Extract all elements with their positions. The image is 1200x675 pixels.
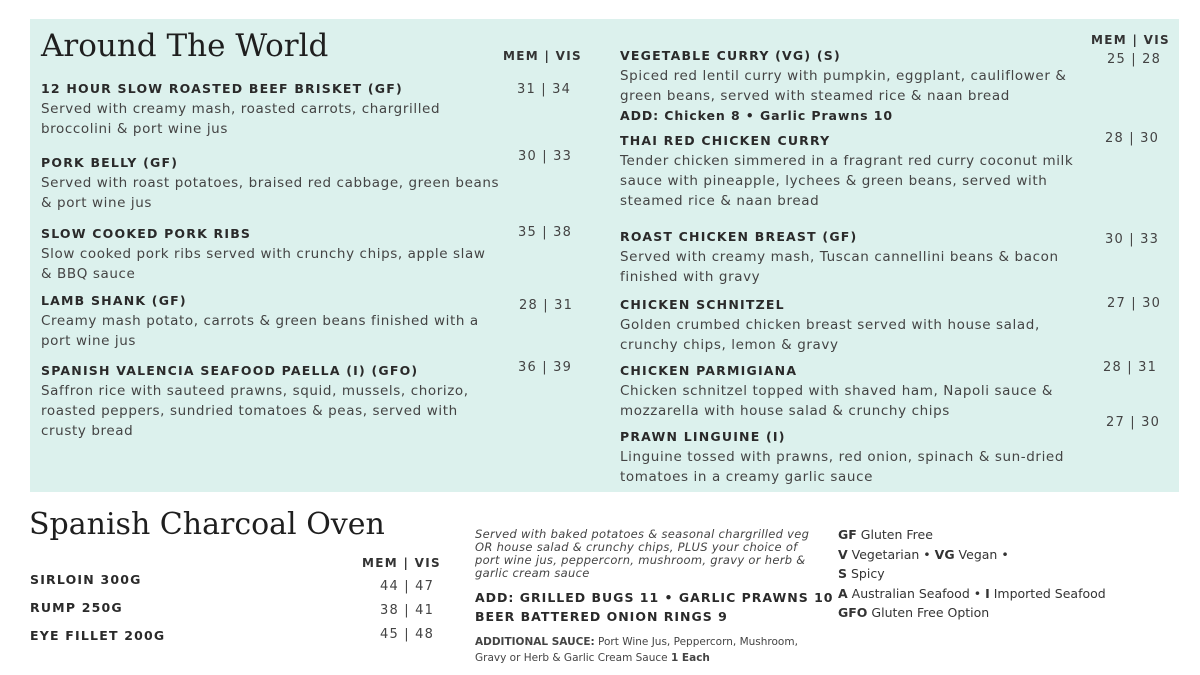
- dish-description: Served with creamy mash, roasted carrots, chargrilled broccolini & port wine jus: [41, 101, 441, 137]
- menu-item: [620, 297, 1090, 355]
- dish-name: THAI RED CHICKEN CURRY: [620, 133, 831, 148]
- dish-price: 27 | 30: [1107, 296, 1162, 311]
- oven-col-head: MEM | VIS: [362, 556, 441, 570]
- dish-price: 25 | 28: [1107, 52, 1162, 67]
- dish-name: CHICKEN PARMIGIANA: [620, 363, 798, 378]
- dish-description: Linguine tossed with prawns, red onion, spinach & sun-dried tomatoes in a creamy garlic sauce: [620, 449, 1064, 485]
- dish-description: Tender chicken simmered in a fragrant red curry coconut milk sauce with pineapple, lychees & green beans, served with steamed rice & naan bread: [620, 153, 1074, 209]
- dish-description: Chicken schnitzel topped with shaved ham, Napoli sauce & mozzarella with house salad & crunchy chips: [620, 383, 1054, 419]
- dish-description: Golden crumbed chicken breast served with house salad, crunchy chips, lemon & gravy: [620, 317, 1040, 353]
- dish-name: LAMB SHANK (GF): [41, 293, 187, 308]
- dish-price: 30 | 33: [518, 149, 573, 164]
- legend-text: Spicy: [847, 566, 885, 581]
- menu-item: [620, 429, 1090, 487]
- oven-addons: ADD: GRILLED BUGS 11 • GARLIC PRAWNS 10: [475, 590, 834, 605]
- dish-price: 28 | 30: [1105, 131, 1160, 146]
- dish-price: 27 | 30: [1106, 415, 1161, 430]
- steak-price: 45 | 48: [380, 627, 435, 642]
- legend-code: V: [838, 546, 848, 562]
- dish-description: Spiced red lentil curry with pumpkin, eggplant, cauliflower & green beans, served with steamed rice & naan bread: [620, 68, 1067, 104]
- legend-text: Vegetarian •: [847, 546, 935, 562]
- steak-price: 38 | 41: [380, 603, 435, 618]
- legend-text: Vegan •: [954, 546, 1009, 562]
- dish-name: SLOW COOKED PORK RIBS: [41, 226, 252, 241]
- additional-sauce-options: Port Wine Jus, Peppercorn, Mushroom, Gravy or Herb & Garlic Cream Sauce: [475, 636, 798, 664]
- legend-text: Australian Seafood •: [847, 585, 986, 601]
- legend-line: [838, 584, 1106, 604]
- dish-name: PORK BELLY (GF): [41, 155, 179, 170]
- dish-description: Served with roast potatoes, braised red cabbage, green beans & port wine jus: [41, 175, 500, 211]
- legend-text: Gluten Free Option: [867, 605, 990, 620]
- dish-addon: ADD: Chicken 8 • Garlic Prawns 10: [620, 108, 893, 123]
- oven-addons-onion-rings: BEER BATTERED ONION RINGS 9: [475, 609, 728, 624]
- legend-text: Imported Seafood: [989, 585, 1106, 601]
- legend-code: VG: [934, 546, 955, 562]
- dish-price: 28 | 31: [1103, 360, 1158, 375]
- legend-code: A: [838, 585, 848, 601]
- legend-code: I: [985, 585, 990, 601]
- menu-item: [41, 293, 501, 351]
- additional-sauce-price: 1 Each: [670, 652, 710, 664]
- dish-price: 28 | 31: [519, 298, 574, 313]
- around-the-world-title: Around The World: [41, 28, 329, 64]
- oven-serving-note: Served with baked potatoes & seasonal chargrilled veg OR house salad & crunchy chips, PLUS your choice of port wine jus, peppercorn, mushroom, gravy or herb & garlic cream sauce: [475, 527, 810, 580]
- steak-name: RUMP 250G: [30, 600, 123, 615]
- legend-line: [838, 545, 1106, 565]
- dish-price: 30 | 33: [1105, 232, 1160, 247]
- menu-item: [41, 363, 501, 441]
- col-head-right: MEM | VIS: [1091, 33, 1170, 47]
- dish-name: PRAWN LINGUINE (I): [620, 429, 786, 444]
- dish-description: Served with creamy mash, Tuscan cannellini beans & bacon finished with gravy: [620, 249, 1059, 285]
- dish-name: VEGETABLE CURRY (VG) (S): [620, 48, 841, 63]
- legend-code: GFO: [838, 605, 868, 620]
- dish-price: 36 | 39: [518, 360, 573, 375]
- legend-line: [838, 603, 1106, 623]
- menu-item: [620, 133, 1090, 211]
- dish-price: 35 | 38: [518, 225, 573, 240]
- dietary-legend: [838, 525, 1106, 623]
- legend-code: S: [838, 566, 848, 581]
- menu-item: [41, 155, 501, 213]
- menu-item: [620, 363, 1090, 421]
- steak-name: EYE FILLET 200G: [30, 628, 166, 643]
- col-head-left: MEM | VIS: [503, 49, 582, 63]
- dish-description: Creamy mash potato, carrots & green beans finished with a port wine jus: [41, 313, 479, 349]
- legend-line: [838, 564, 1106, 584]
- dish-name: CHICKEN SCHNITZEL: [620, 297, 785, 312]
- charcoal-oven-title: Spanish Charcoal Oven: [29, 507, 385, 542]
- legend-text: Gluten Free: [856, 527, 933, 542]
- dish-name: SPANISH VALENCIA SEAFOOD PAELLA (I) (GFO): [41, 363, 419, 378]
- steak-name: SIRLOIN 300G: [30, 572, 142, 587]
- menu-item: [41, 226, 501, 284]
- dish-description: Slow cooked pork ribs served with crunchy chips, apple slaw & BBQ sauce: [41, 246, 486, 282]
- menu-item: [620, 229, 1090, 287]
- additional-sauce-label: ADDITIONAL SAUCE:: [475, 636, 595, 648]
- steak-price: 44 | 47: [380, 579, 435, 594]
- dish-name: 12 HOUR SLOW ROASTED BEEF BRISKET (GF): [41, 81, 403, 96]
- dish-description: Saffron rice with sauteed prawns, squid, mussels, chorizo, roasted peppers, sundried tomatoes & peas, served with crusty bread: [41, 383, 469, 439]
- legend-line: [838, 525, 1106, 545]
- menu-item: [41, 81, 501, 139]
- menu-item: [620, 48, 1090, 125]
- dish-name: ROAST CHICKEN BREAST (GF): [620, 229, 858, 244]
- additional-sauce: [475, 634, 805, 666]
- dish-price: 31 | 34: [517, 82, 572, 97]
- legend-code: GF: [838, 527, 857, 542]
